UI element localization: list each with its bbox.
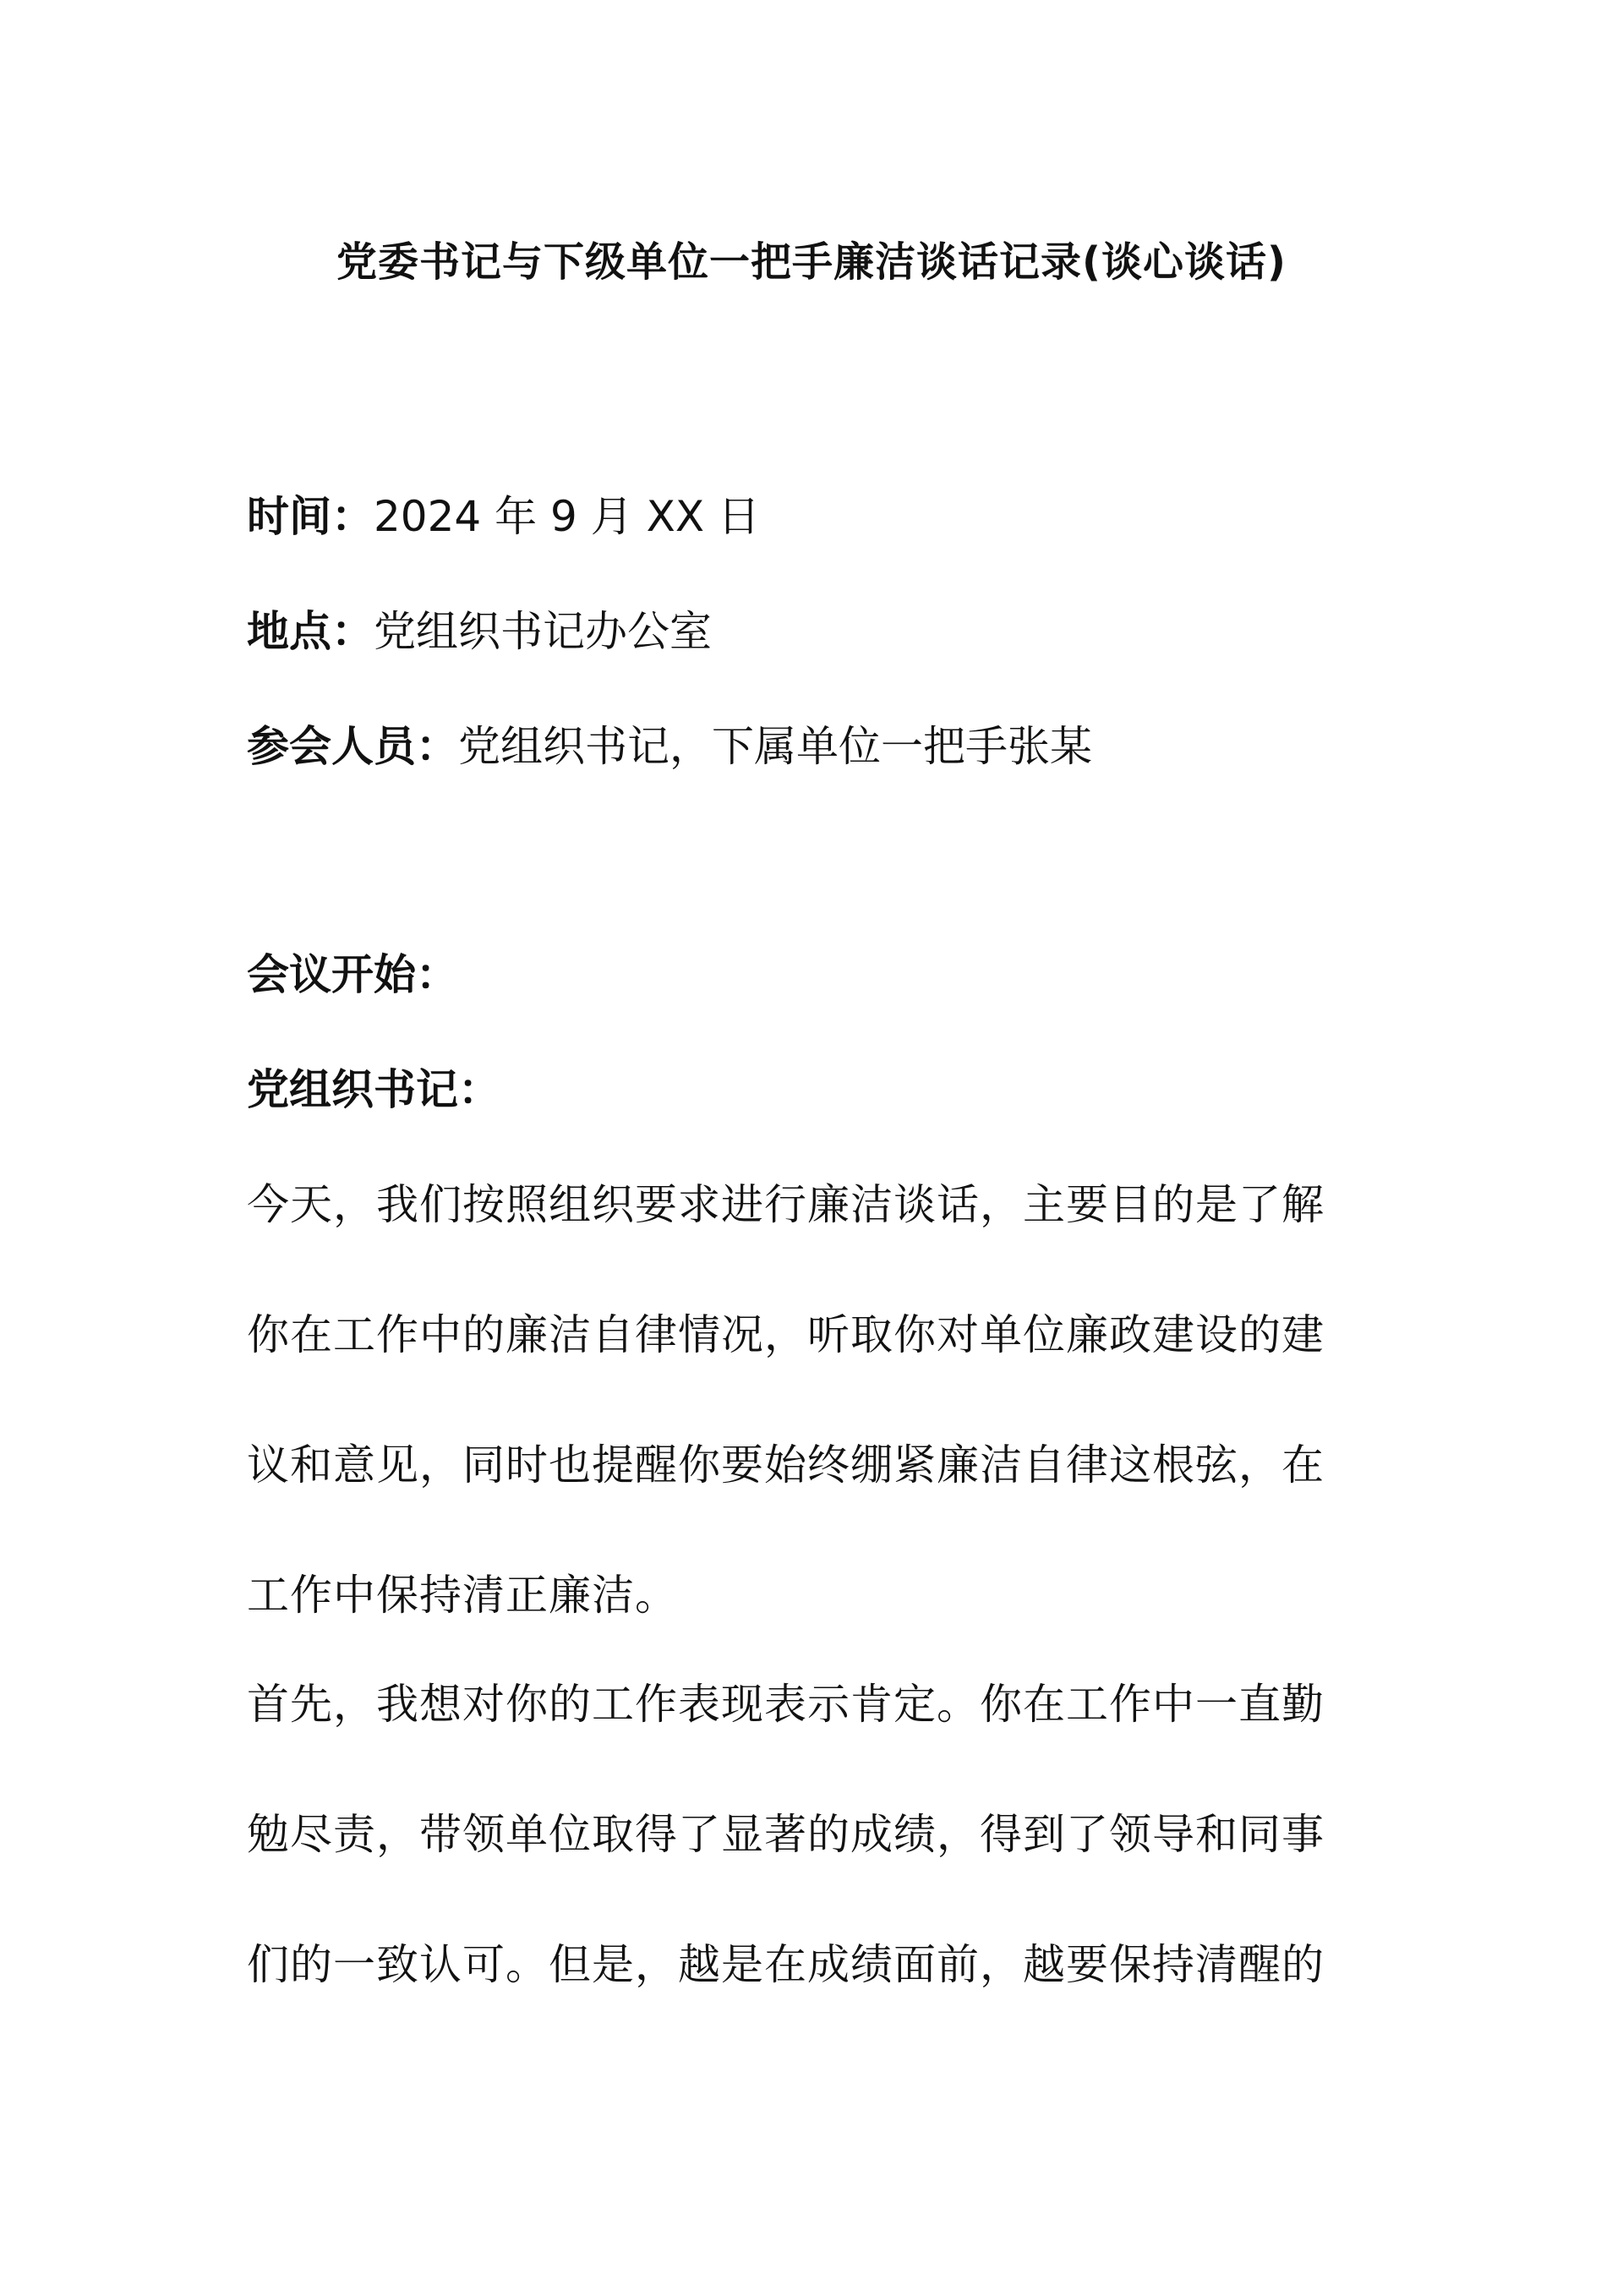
meta-place [247,604,712,659]
document-title: 党委书记与下级单位一把手廉洁谈话记录(谈心谈话) [336,238,1287,286]
attendees-value: 党组织书记，下属单位一把手张某 [458,722,1092,771]
paragraph1-line: 你在工作中的廉洁自律情况，听取你对单位廉政建设的建 [247,1310,1325,1359]
speaker-heading: 党组织书记： [247,1065,500,1114]
place-value: 党组织书记办公室 [374,607,712,656]
paragraph1-line: 工作中保持清正廉洁。 [247,1571,678,1620]
time-value: 2024 年 9 月 XX 日 [374,492,761,541]
attendees-label: 参会人员： [247,722,458,771]
paragraph2-line: 勉尽责，带领单位取得了显著的成绩，得到了领导和同事 [247,1810,1325,1859]
paragraph2-line: 们的一致认可。但是，越是在成绩面前，越要保持清醒的 [247,1940,1325,1989]
paragraph1-line: 议和意见，同时也提醒你要始终绷紧廉洁自律这根弦，在 [247,1440,1325,1490]
paragraph1-line: 今天，我们按照组织要求进行廉洁谈话，主要目的是了解 [247,1180,1325,1229]
time-label: 时间： [247,492,374,541]
meeting-start-heading: 会议开始： [247,950,458,999]
meta-time [247,489,760,544]
place-label: 地点： [247,607,374,656]
paragraph2-line: 首先，我想对你的工作表现表示肯定。你在工作中一直勤 [247,1680,1325,1729]
meta-attendees [247,719,1092,774]
